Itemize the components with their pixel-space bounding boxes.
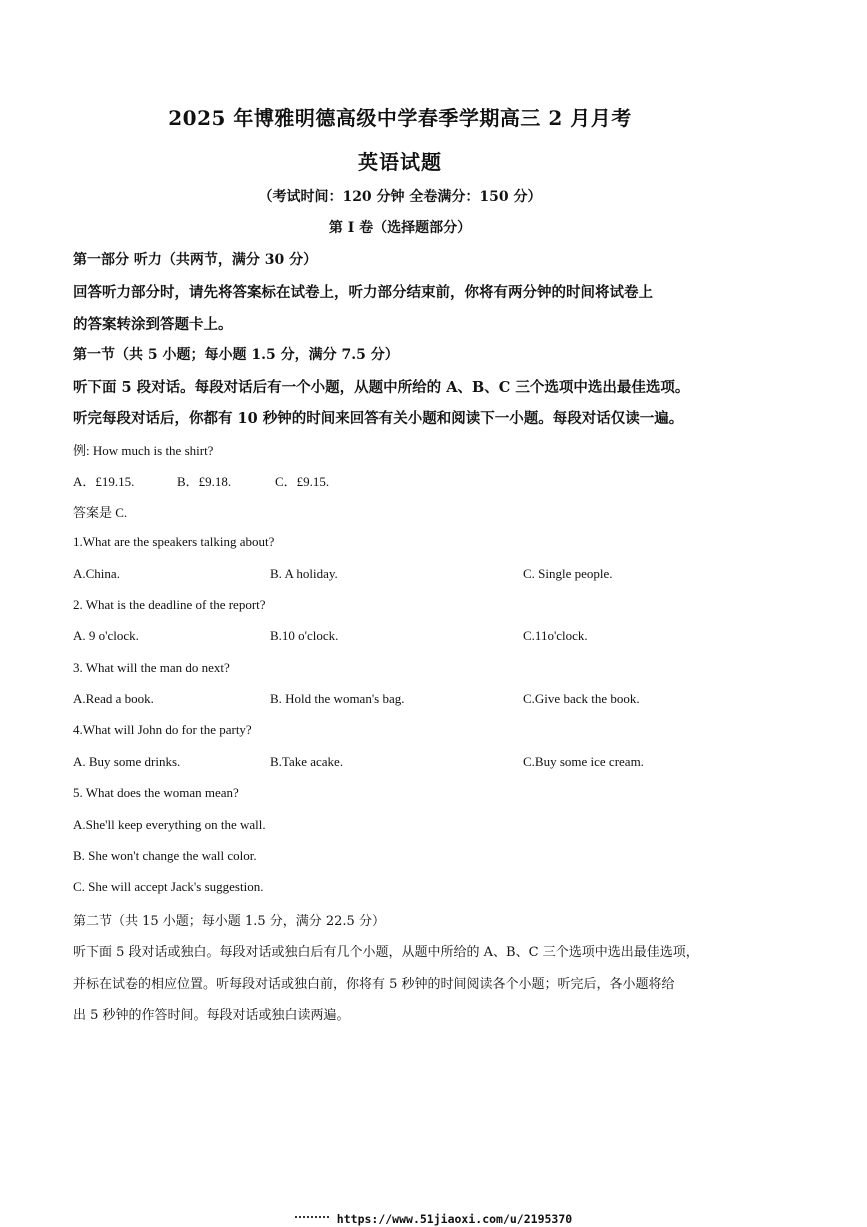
option-a: A. Buy some drinks. [73,754,181,769]
footer-watermark [0,1212,867,1226]
option-a: A.She'll keep everything on the wall. [73,817,266,832]
section1-instruction-line1: 听下面 5 段对话。每段对话后有一个小题，从题中所给的 A、B、C 三个选项中选出最佳选项。 [73,379,690,396]
watermark-dots-icon [295,1216,329,1223]
example-option-b: B．£9.18. [177,474,232,489]
option-c: C.11o'clock. [523,628,588,643]
question-stem: 2. What is the deadline of the report? [73,597,266,612]
option-a: A. 9 o'clock. [73,628,139,643]
option-a: A.Read a book. [73,691,154,706]
section2-instruction-line2: 并标在试卷的相应位置。听每段对话或独白前，你将有 5 秒钟的时间阅读各个小题；听完后，各小题将给 [73,977,675,992]
option-b: B.10 o'clock. [270,628,339,643]
option-b: B.Take acake. [270,754,344,769]
exam-title: 2025 年博雅明德高级中学春季学期高三 2 月月考 [168,106,632,130]
example-answer: 答案是 C. [73,505,128,520]
section1-instruction-line2: 听完每段对话后，你都有 10 秒钟的时间来回答有关小题和阅读下一小题。每段对话仅读一遍。 [73,410,684,427]
section2-instruction-line3: 出 5 秒钟的作答时间。每段对话或独白读两遍。 [73,1008,350,1023]
question-stem: 1.What are the speakers talking about? [73,534,275,549]
option-b: B. Hold the woman's bag. [270,691,405,706]
example-question: 例: How much is the shirt? [73,443,214,458]
exam-info: （考试时间：120 分钟 全卷满分：150 分） [258,189,542,205]
option-c: C. She will accept Jack's suggestion. [73,879,264,894]
option-c: C.Give back the book. [523,691,640,706]
part1-instruction-line2: 的答案转涂到答题卡上。 [73,316,233,333]
option-c: C.Buy some ice cream. [523,754,644,769]
subject-title: 英语试题 [358,150,442,174]
part1-heading: 第一部分 听力（共两节，满分 30 分） [73,252,318,268]
example-option-c: C．£9.15. [275,474,330,489]
section2-instruction-line1: 听下面 5 段对话或独白。每段对话或独白后有几个小题，从题中所给的 A、B、C 三个选项中选出最佳选项， [73,945,699,960]
option-b: B. A holiday. [270,566,338,581]
footer-url-link[interactable]: https://www.51jiaoxi.com/u/2195370 [336,1212,573,1226]
question-stem: 5. What does the woman mean? [73,785,239,800]
volume-heading: 第 I 卷（选择题部分） [328,220,472,236]
section1-heading: 第一节（共 5 小题；每小题 1.5 分，满分 7.5 分） [73,347,399,363]
question-stem: 3. What will the man do next? [73,660,230,675]
section2-heading: 第二节（共 15 小题；每小题 1.5 分，满分 22.5 分） [73,914,385,929]
part1-instruction-line1: 回答听力部分时，请先将答案标在试卷上，听力部分结束前，你将有两分钟的时间将试卷上 [73,284,653,301]
option-c: C. Single people. [523,566,613,581]
question-stem: 4.What will John do for the party? [73,722,252,737]
option-b: B. She won't change the wall color. [73,848,257,863]
example-option-a: A．£19.15. [73,474,135,489]
option-a: A.China. [73,566,120,581]
